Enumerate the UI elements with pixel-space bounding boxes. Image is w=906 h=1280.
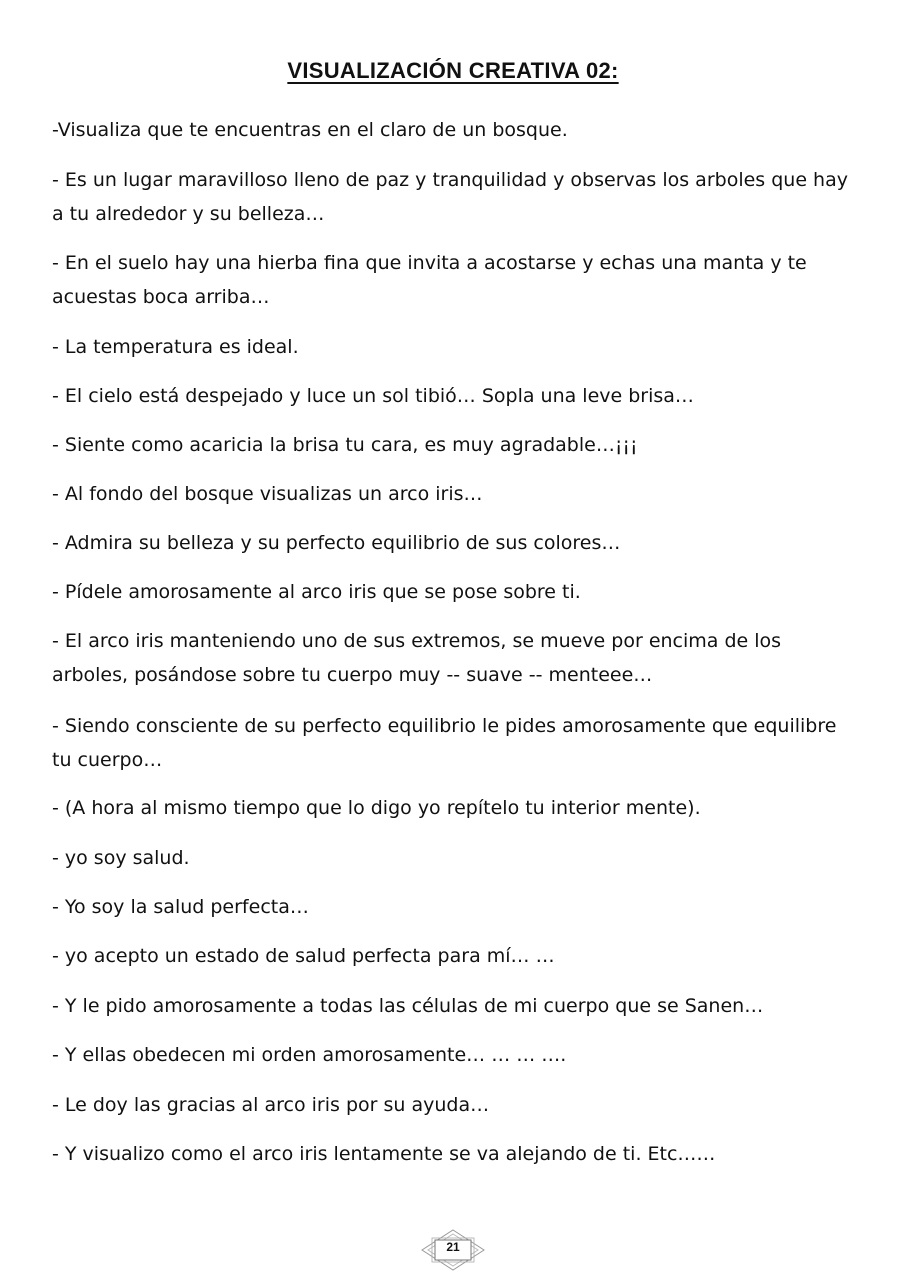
paragraph: - yo acepto un estado de salud perfecta para mí… … xyxy=(52,945,555,967)
paragraph: -Visualiza que te encuentras en el claro de un bosque. xyxy=(52,119,568,141)
paragraph: - yo soy salud. xyxy=(52,847,190,869)
paragraph: - Siendo consciente de su perfecto equilibrio le pides amorosamente que equilibre tu cuerpo… xyxy=(52,715,837,771)
paragraph: - Pídele amorosamente al arco iris que se pose sobre ti. xyxy=(52,581,581,603)
paragraph: - El arco iris manteniendo uno de sus extremos, se mueve por encima de los arboles, posándose sobre tu cuerpo muy -- suave -- menteee… xyxy=(52,630,782,686)
paragraph: - Y ellas obedecen mi orden amorosamente… … … …. xyxy=(52,1044,567,1066)
paragraph: - El cielo está despejado y luce un sol tibió… Sopla una leve brisa… xyxy=(52,385,694,407)
paragraph: - Y le pido amorosamente a todas las células de mi cuerpo que se Sanen… xyxy=(52,995,764,1017)
paragraph: - Admira su belleza y su perfecto equilibrio de sus colores… xyxy=(52,532,621,554)
paragraph: - Yo soy la salud perfecta… xyxy=(52,896,309,918)
page-title xyxy=(0,58,906,84)
paragraph: - (A hora al mismo tiempo que lo digo yo repítelo tu interior mente). xyxy=(52,797,701,819)
page-footer xyxy=(0,1228,906,1272)
paragraph: - Siente como acaricia la brisa tu cara, es muy agradable…¡¡¡ xyxy=(52,434,638,456)
paragraph: - En el suelo hay una hierba fina que invita a acostarse y echas una manta y te acuestas boca arriba… xyxy=(52,252,807,308)
paragraph: - Al fondo del bosque visualizas un arco iris… xyxy=(52,483,483,505)
paragraph: - Es un lugar maravilloso lleno de paz y tranquilidad y observas los arboles que hay a tu alrededor y su belleza… xyxy=(52,169,848,225)
title-text: VISUALIZACIÓN CREATIVA 02: xyxy=(287,58,619,83)
paragraph: - Y visualizo como el arco iris lentamente se va alejando de ti. Etc…… xyxy=(52,1143,716,1165)
paragraph: - La temperatura es ideal. xyxy=(52,336,299,358)
page-number: 21 xyxy=(446,1240,460,1254)
paragraph: - Le doy las gracias al arco iris por su ayuda… xyxy=(52,1094,490,1116)
